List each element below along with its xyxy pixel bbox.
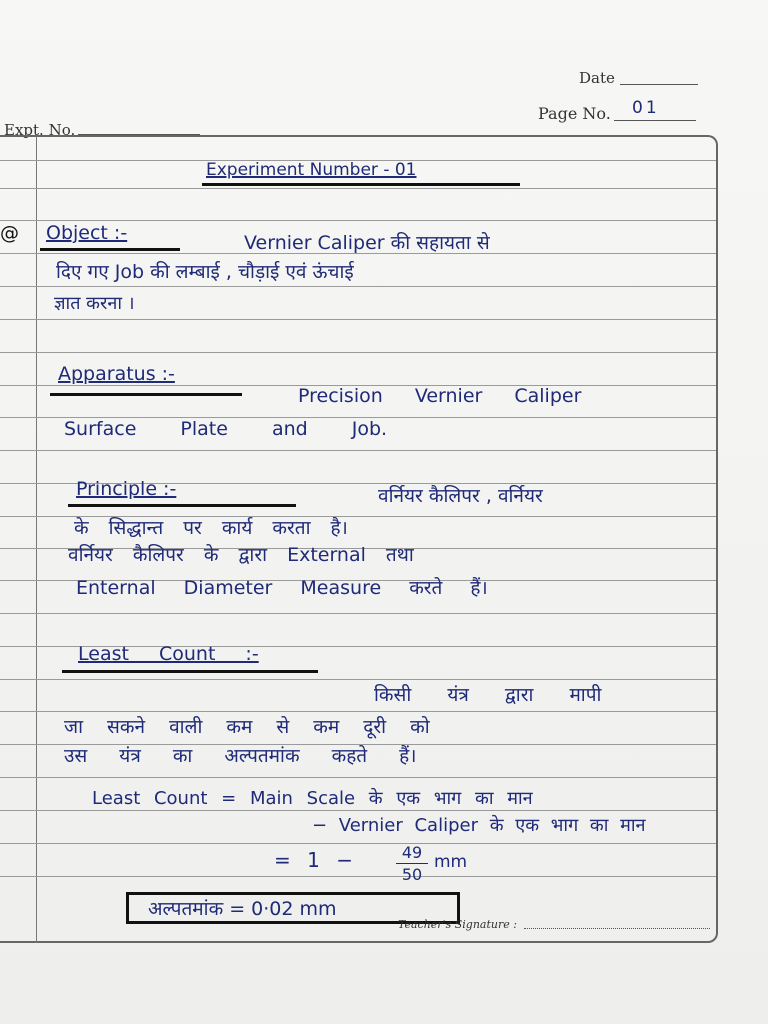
least-count-formula-2: − Vernier Caliper के एक भाग का मान bbox=[312, 815, 646, 836]
least-count-formula-3: = 1 − bbox=[274, 848, 353, 872]
apparatus-underline bbox=[50, 393, 242, 396]
expt-no-label: Expt. No. bbox=[4, 121, 76, 139]
object-line-3: ज्ञात करना । bbox=[54, 293, 135, 314]
page-no-label: Page No. bbox=[538, 104, 611, 123]
apparatus-heading: Apparatus :- bbox=[58, 363, 175, 385]
principle-heading: Principle :- bbox=[76, 478, 177, 500]
object-underline bbox=[40, 248, 180, 251]
fraction-numerator: 49 bbox=[401, 843, 423, 862]
principle-line-4: Enternal Diameter Measure करते हैं। bbox=[76, 577, 488, 599]
least-count-line-2: जा सकने वाली कम से कम दूरी को bbox=[64, 716, 430, 738]
formula-unit: mm bbox=[434, 852, 468, 872]
object-marker: @ bbox=[0, 222, 19, 244]
principle-line-1: वर्नियर कैलिपर , वर्नियर bbox=[378, 485, 543, 507]
principle-underline bbox=[68, 504, 296, 507]
principle-line-3: वर्नियर कैलिपर के द्वारा External तथा bbox=[68, 544, 414, 566]
least-count-heading: Least Count :- bbox=[78, 643, 259, 665]
least-count-line-1: किसी यंत्र द्वारा मापी bbox=[374, 684, 602, 706]
fraction-49-50 bbox=[396, 843, 428, 884]
object-line-2: दिए गए Job की लम्बाई , चौड़ाई एवं ऊंचाई bbox=[56, 261, 354, 283]
page-no-line bbox=[614, 120, 696, 121]
object-line-1: Vernier Caliper की सहायता से bbox=[244, 232, 490, 254]
apparatus-line-2: Surface Plate and Job. bbox=[64, 418, 388, 440]
result-text: अल्पतमांक = 0·02 mm bbox=[148, 898, 337, 920]
teacher-signature-label: Teacher's Signature : bbox=[398, 918, 517, 931]
date-line bbox=[620, 84, 698, 85]
principle-line-2: के सिद्धान्त पर कार्य करता है। bbox=[74, 517, 348, 539]
margin-line bbox=[36, 135, 37, 943]
teacher-signature-line bbox=[524, 928, 710, 929]
least-count-formula-1: Least Count = Main Scale के एक भाग का मान bbox=[92, 788, 533, 809]
fraction-denominator: 50 bbox=[401, 865, 423, 884]
object-heading: Object :- bbox=[46, 222, 128, 244]
page-title: Experiment Number - 01 bbox=[206, 160, 417, 180]
least-count-underline bbox=[62, 670, 318, 673]
least-count-line-3: उस यंत्र का अल्पतमांक कहते हैं। bbox=[64, 745, 417, 767]
apparatus-line-1: Precision Vernier Caliper bbox=[298, 385, 582, 407]
page-no-value: 01 bbox=[632, 98, 660, 118]
date-label: Date bbox=[579, 69, 615, 87]
title-underline bbox=[202, 183, 520, 186]
